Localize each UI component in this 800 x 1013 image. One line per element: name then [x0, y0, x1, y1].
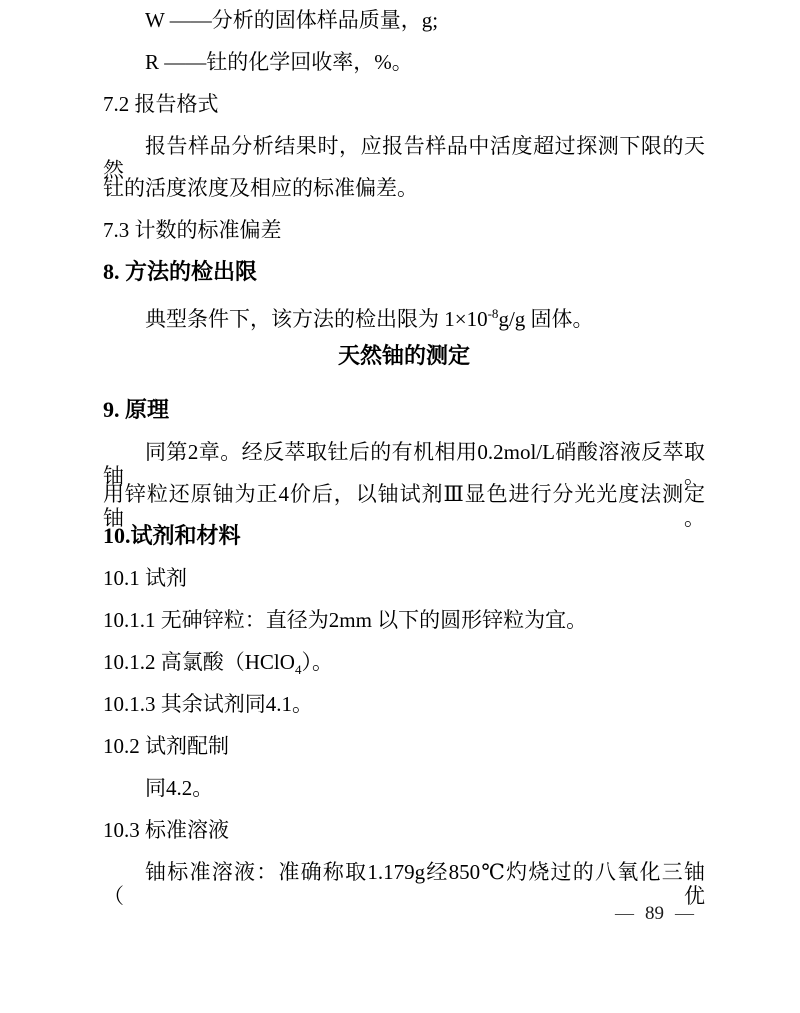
- item-10-1-2: [103, 650, 705, 678]
- page-number: 89: [645, 903, 664, 924]
- item-10-1-2-text-pre: 10.1.2 高氯酸（HClO: [103, 650, 295, 674]
- section-heading-7-3: 7.3 计数的标准偏差: [103, 218, 282, 242]
- section-heading-10-3: 10.3 标准溶液: [103, 818, 229, 842]
- paragraph-8-text-post: g/g 固体。: [498, 307, 594, 331]
- section-heading-10: 10.试剂和材料: [103, 523, 241, 548]
- paragraph-9-line2: 用锌粒还原铀为正4价后，以铀试剂Ⅲ显色进行分光光度法测定铀。: [103, 482, 705, 530]
- chapter-title-natural-uranium: 天然铀的测定: [337, 343, 470, 368]
- section-heading-10-1: 10.1 试剂: [103, 566, 187, 590]
- paragraph-9-line1: 同第2章。经反萃取钍后的有机相用0.2mol/L硝酸溶液反萃取铀。: [103, 440, 705, 488]
- paragraph-10-2: 同4.2。: [145, 776, 214, 800]
- section-heading-7-2: 7.2 报告格式: [103, 92, 219, 116]
- footer-right-dash: —: [675, 903, 694, 924]
- section-heading-10-2: 10.2 试剂配制: [103, 734, 229, 758]
- chemical-subscript: 4: [294, 662, 302, 678]
- item-10-1-3: 10.1.3 其余试剂同4.1。: [103, 692, 313, 716]
- paragraph-8-text-pre: 典型条件下，该方法的检出限为 1×10: [145, 307, 488, 331]
- item-10-1-1: 10.1.1 无砷锌粒：直径为2mm 以下的圆形锌粒为宜。: [103, 608, 588, 632]
- definition-r: R ——钍的化学回收率，%。: [145, 50, 413, 74]
- paragraph-7-2-line2: 钍的活度浓度及相应的标准偏差。: [103, 176, 418, 200]
- exponent-superscript: -8: [487, 306, 499, 321]
- section-heading-8: 8. 方法的检出限: [103, 259, 258, 284]
- footer-left-dash: —: [615, 903, 634, 924]
- paragraph-7-2-line1: 报告样品分析结果时，应报告样品中活度超过探测下限的天然: [103, 134, 705, 182]
- paragraph-8-detection-limit: [103, 302, 705, 331]
- item-10-1-2-text-post: ）。: [301, 650, 333, 674]
- paragraph-10-3-line1: 铀标准溶液：准确称取1.179g经850℃灼烧过的八氧化三铀（优: [103, 860, 705, 908]
- section-heading-9: 9. 原理: [103, 397, 170, 422]
- definition-w: W ——分析的固体样品质量，g;: [145, 8, 439, 32]
